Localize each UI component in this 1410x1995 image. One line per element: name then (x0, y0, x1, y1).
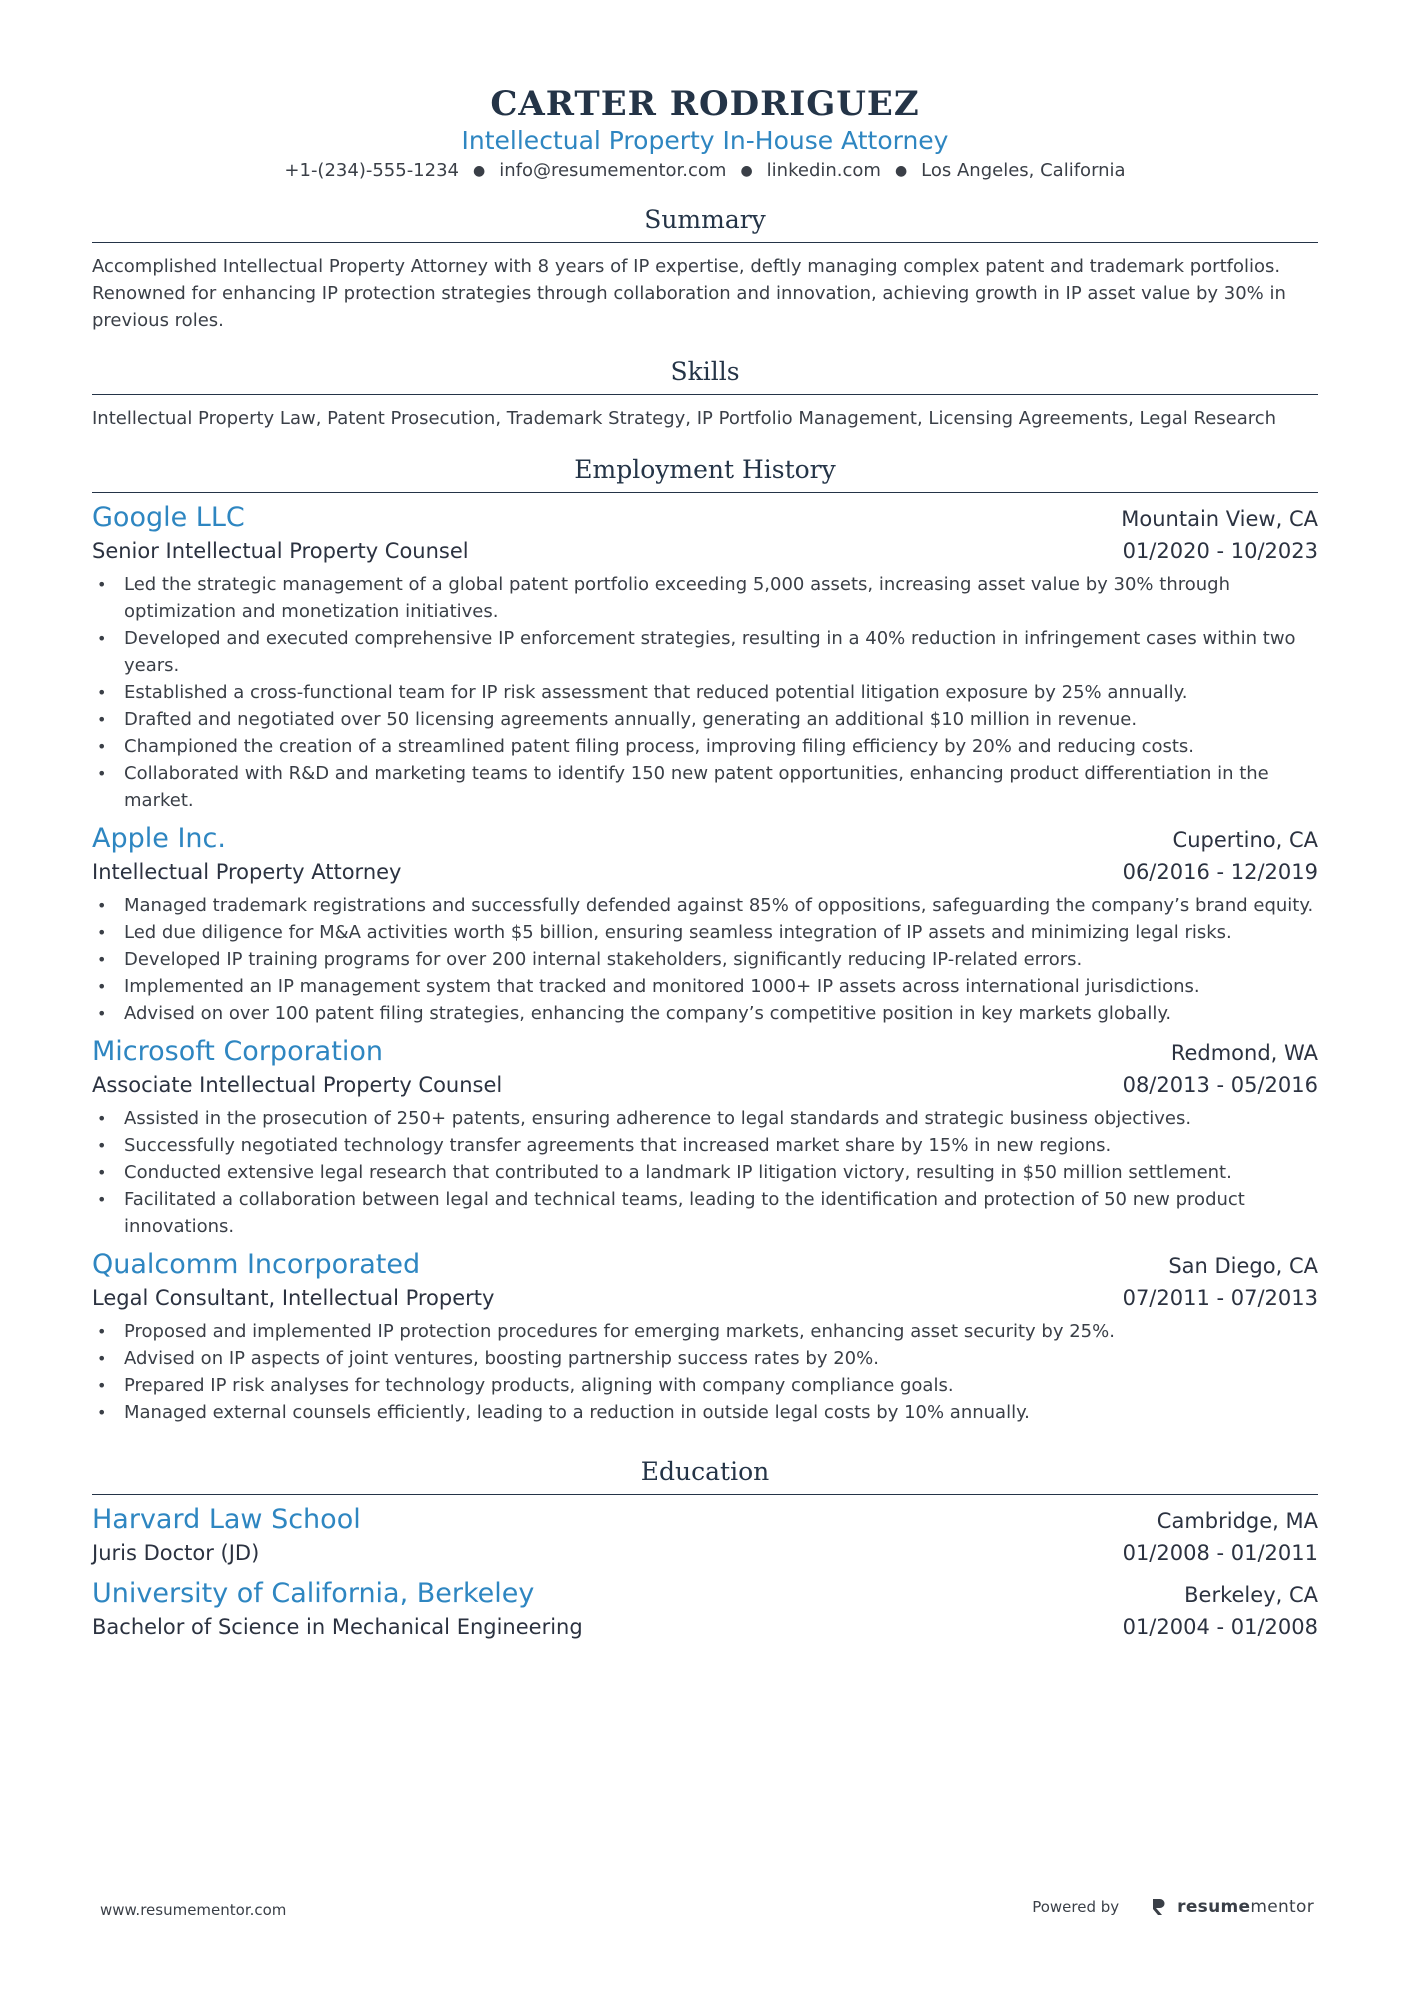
bullet-item: • Managed trademark registrations and successfully defended against 85% of oppositions, safeguarding the company’s brand equity. (92, 892, 1318, 919)
summary-section (92, 204, 1318, 334)
bullet-item: • Led the strategic management of a global patent portfolio exceeding 5,000 assets, increasing asset value by 30% through optimization and monetization initiatives. (92, 571, 1318, 625)
job-dates: 01/2020 - 10/2023 (1122, 539, 1318, 563)
powered-by-label: Powered by (1032, 1898, 1120, 1916)
contact-line (92, 158, 1318, 184)
job-bullets (92, 571, 1318, 814)
education-entry (92, 1503, 1318, 1569)
job-title: Legal Consultant, Intellectual Property (92, 1286, 495, 1310)
job-header-row (92, 822, 1318, 856)
edu-dates: 01/2008 - 01/2011 (1122, 1541, 1318, 1565)
bullet-item: • Successfully negotiated technology transfer agreements that increased market share by 15% in new regions. (92, 1132, 1318, 1159)
bullet-item: • Advised on over 100 patent filing strategies, enhancing the company’s competitive position in key markets globally. (92, 1000, 1318, 1027)
resume-header (92, 0, 1318, 184)
bullet-item: • Developed IP training programs for over 200 internal stakeholders, significantly reducing IP-related errors. (92, 946, 1318, 973)
school-location: Cambridge, MA (1156, 1509, 1318, 1533)
skills-text: Intellectual Property Law, Patent Prosecution, Trademark Strategy, IP Portfolio Management, Licensing Agreements, Legal Research (92, 408, 1277, 429)
separator-dot: ● (894, 163, 908, 179)
section-title: Skills (92, 356, 1318, 395)
job-location: Cupertino, CA (1172, 828, 1318, 852)
company-name: Qualcomm Incorporated (92, 1249, 421, 1280)
company-name: Google LLC (92, 502, 245, 533)
job-location: Mountain View, CA (1121, 507, 1318, 531)
section-title: Summary (92, 204, 1318, 243)
bullet-item: • Prepared IP risk analyses for technology products, aligning with company compliance goals. (92, 1372, 1318, 1399)
job-title: Senior Intellectual Property Counsel (92, 539, 469, 563)
education-entry (92, 1577, 1318, 1643)
skills-section (92, 356, 1318, 432)
section-title: Education (92, 1456, 1318, 1495)
job-title-row (92, 535, 1318, 567)
job-location: San Diego, CA (1168, 1254, 1318, 1278)
resumementor-logo-icon (1151, 1897, 1165, 1917)
bullet-item: • Facilitated a collaboration between legal and technical teams, leading to the identification and protection of 50 new product innovations. (92, 1186, 1318, 1240)
job-entry (92, 1248, 1318, 1426)
candidate-name: CARTER RODRIGUEZ (490, 84, 920, 124)
separator-dot: ● (473, 163, 486, 179)
edu-dates: 01/2004 - 01/2008 (1122, 1615, 1318, 1639)
job-dates: 06/2016 - 12/2019 (1122, 860, 1318, 884)
job-title-row (92, 1282, 1318, 1314)
job-bullets (92, 1318, 1318, 1426)
brand-light: mentor (1250, 1897, 1314, 1917)
location: Los Angeles, California (921, 160, 1126, 181)
job-entry (92, 1035, 1318, 1240)
employment-section (92, 454, 1318, 1426)
bullet-item: • Implemented an IP management system that tracked and monitored 1000+ IP assets across international jurisdictions. (92, 973, 1318, 1000)
bullet-item: • Drafted and negotiated over 50 licensing agreements annually, generating an additional $10 million in revenue. (92, 706, 1318, 733)
candidate-role: Intellectual Property In-House Attorney (461, 126, 949, 155)
job-entry (92, 501, 1318, 814)
bullet-item: • Conducted extensive legal research that contributed to a landmark IP litigation victory, resulting in $50 million settlement. (92, 1159, 1318, 1186)
section-title: Employment History (92, 454, 1318, 493)
email: info@resumementor.com (499, 160, 727, 181)
bullet-item: • Established a cross-functional team for IP risk assessment that reduced potential litigation exposure by 25% annually. (92, 679, 1318, 706)
edu-degree-row (92, 1611, 1318, 1643)
job-entry (92, 822, 1318, 1027)
school-name: Harvard Law School (92, 1504, 361, 1535)
school-location: Berkeley, CA (1184, 1583, 1318, 1607)
degree: Bachelor of Science in Mechanical Engineering (92, 1615, 583, 1639)
bullet-item: • Proposed and implemented IP protection procedures for emerging markets, enhancing asset security by 25%. (92, 1318, 1318, 1345)
job-title-row (92, 856, 1318, 888)
bullet-item: • Managed external counsels efficiently, leading to a reduction in outside legal costs by 10% annually. (92, 1399, 1318, 1426)
summary-text: Accomplished Intellectual Property Attorney with 8 years of IP expertise, deftly managing complex patent and trademark portfolios. Renowned for enhancing IP protection strategies through collaboration and innovation, achieving growth in IP asset value by 30% in previous roles. (92, 256, 1286, 331)
phone: +1-(234)-555-1234 (284, 160, 459, 181)
company-name: Apple Inc. (92, 823, 226, 854)
job-dates: 08/2013 - 05/2016 (1122, 1073, 1318, 1097)
education-section (92, 1456, 1318, 1643)
bullet-item: • Advised on IP aspects of joint ventures, boosting partnership success rates by 20%. (92, 1345, 1318, 1372)
brand-bold: resume (1177, 1897, 1251, 1917)
bullet-item: • Led due diligence for M&A activities worth $5 billion, ensuring seamless integration of IP assets and minimizing legal risks. (92, 919, 1318, 946)
edu-degree-row (92, 1537, 1318, 1569)
footer-website[interactable]: www.resumementor.com (100, 1901, 287, 1919)
brand-wordmark (1177, 1897, 1314, 1917)
bullet-item: • Championed the creation of a streamlined patent filing process, improving filing efficiency by 20% and reducing costs. (92, 733, 1318, 760)
bullet-item: • Collaborated with R&D and marketing teams to identify 150 new patent opportunities, enhancing product differentiation in the market. (92, 760, 1318, 814)
degree: Juris Doctor (JD) (92, 1541, 260, 1565)
separator-dot: ● (740, 163, 753, 179)
footer-branding (1032, 1897, 1314, 1917)
job-title: Associate Intellectual Property Counsel (92, 1073, 503, 1097)
edu-header-row (92, 1503, 1318, 1537)
edu-header-row (92, 1577, 1318, 1611)
company-name: Microsoft Corporation (92, 1036, 383, 1067)
bullet-item: • Assisted in the prosecution of 250+ patents, ensuring adherence to legal standards and strategic business objectives. (92, 1105, 1318, 1132)
job-title-row (92, 1069, 1318, 1101)
linkedin: linkedin.com (766, 160, 881, 181)
jobs-list (92, 501, 1318, 1426)
job-header-row (92, 501, 1318, 535)
education-list (92, 1503, 1318, 1643)
job-dates: 07/2011 - 07/2013 (1122, 1286, 1318, 1310)
resume-page (92, 0, 1318, 1643)
bullet-item: • Developed and executed comprehensive IP enforcement strategies, resulting in a 40% reduction in infringement cases within two years. (92, 625, 1318, 679)
school-name: University of California, Berkeley (92, 1578, 535, 1609)
job-header-row (92, 1248, 1318, 1282)
job-title: Intellectual Property Attorney (92, 860, 402, 884)
job-header-row (92, 1035, 1318, 1069)
job-bullets (92, 892, 1318, 1027)
job-bullets (92, 1105, 1318, 1240)
job-location: Redmond, WA (1170, 1041, 1318, 1065)
